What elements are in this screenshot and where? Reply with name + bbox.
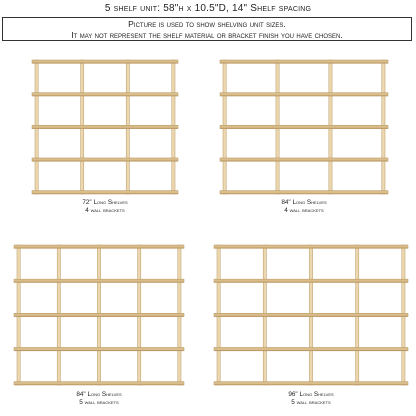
unit-caption — [32, 199, 178, 214]
shelf-unit-84-inch-4-brackets — [220, 60, 388, 194]
shelf-unit-drawing — [32, 60, 178, 194]
shelf-unit-drawing — [214, 245, 408, 385]
unit-caption — [14, 391, 184, 406]
shelf-length-label: 84" Long Shelves — [281, 199, 327, 206]
unit-caption — [220, 199, 388, 214]
bracket-count-label: 4 wall brackets — [85, 206, 125, 214]
bracket-count-label: 5 wall brackets — [79, 398, 119, 406]
shelf-length-label: 96" Long Shelves — [288, 391, 334, 398]
shelf-length-label: 72" Long Shelves — [82, 199, 128, 206]
disclaimer-line-2: It may not represent the shelf material or bracket finish you have chosen. — [71, 29, 343, 40]
page-title: 5 shelf unit: 58"h x 10.5"D, 14" Shelf spacing — [104, 3, 312, 14]
disclaimer-box — [2, 17, 412, 41]
shelf-unit-drawing — [220, 60, 388, 194]
unit-caption — [214, 391, 408, 406]
bracket-count-label: 5 wall brackets — [291, 398, 331, 406]
shelf-length-label: 84" Long Shelves — [76, 391, 122, 398]
shelf-unit-84-inch-5-brackets — [14, 245, 184, 385]
shelf-unit-96-inch-5-brackets — [214, 245, 408, 385]
bracket-count-label: 4 wall brackets — [284, 206, 324, 214]
shelf-unit-drawing — [14, 245, 184, 385]
disclaimer-line-1: Picture is used to show shelving unit sizes. — [128, 19, 286, 29]
shelf-unit-72-inch-4-brackets — [32, 60, 178, 194]
